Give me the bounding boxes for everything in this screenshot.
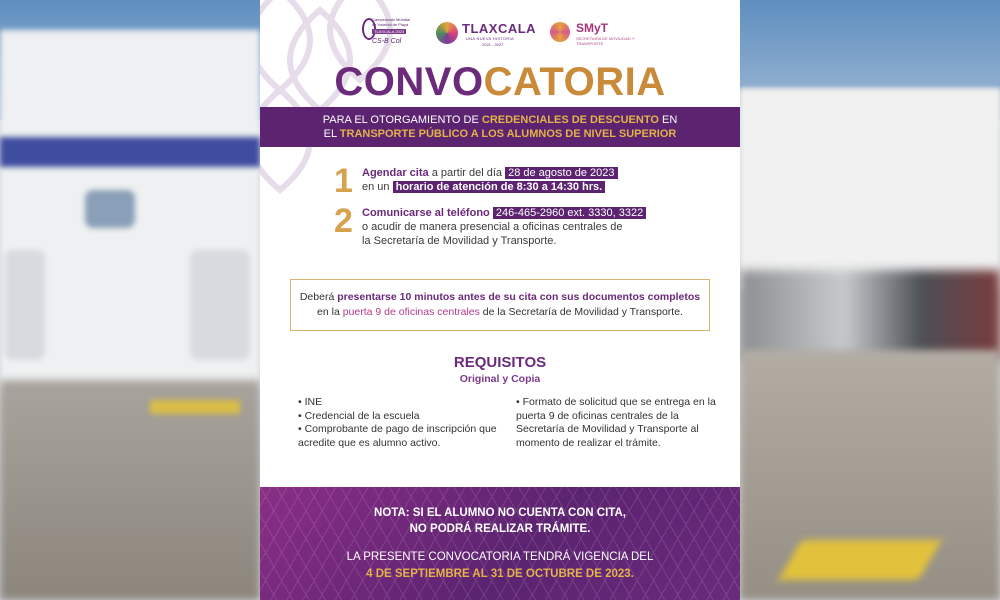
building-left bbox=[0, 30, 260, 390]
building-right bbox=[740, 90, 1000, 290]
requirements-subtitle: Original y Copia bbox=[459, 373, 541, 385]
step-2: 2 Comunicarse al teléfono 246-465-2960 ext. 3330, 3322 o acudir de manera presencial a oficinas centrales de la Secretaría de Movilidad y Transporte. bbox=[334, 206, 694, 248]
subtitle-band: PARA EL OTORGAMIENTO DE CREDENCIALES DE DESCUENTO EN EL TRANSPORTE PÚBLICO A LOS ALUMNOS DE NIVEL SUPERIOR bbox=[260, 107, 740, 147]
requirements-right-list bbox=[516, 396, 716, 450]
smyt-emblem-icon bbox=[550, 22, 570, 42]
footer-band bbox=[260, 487, 740, 600]
municipal-logo: Campeonato Mundial de Voleibol de Playa TLAXCALA 2023 CS-B Col bbox=[358, 16, 418, 50]
footer-validity-dates: 4 DE SEPTIEMBRE AL 31 DE OCTUBRE DE 2023. bbox=[366, 568, 634, 580]
tlaxcala-logo: TLAXCALA UNA NUEVA HISTORIA 2021 - 2027 bbox=[436, 20, 536, 48]
requirements-left-list bbox=[298, 396, 498, 450]
steps-list bbox=[334, 162, 694, 260]
convocatoria-poster bbox=[260, 0, 740, 600]
logo-row bbox=[260, 16, 740, 50]
list-item: • INE bbox=[298, 396, 323, 408]
footer-validity: LA PRESENTE CONVOCATORIA TENDRÁ VIGENCIA DEL bbox=[346, 551, 654, 563]
smyt-logo: SMyT SECRETARÍA DE MOVILIDAD Y TRANSPORTE bbox=[550, 19, 650, 49]
requirements-title: REQUISITOS bbox=[453, 354, 547, 371]
parked-cars bbox=[740, 270, 1000, 360]
list-item: • Formato de solicitud que se entrega en la puerta 9 de oficinas centrales de la Secretaría de Movilidad y Transporte al momento de realizar el trámite. bbox=[516, 396, 716, 449]
list-item: • Comprobante de pago de inscripción que acredite que es alumno activo. bbox=[298, 423, 497, 449]
tlaxcala-emblem-icon bbox=[436, 22, 458, 44]
poster-title: CONVOCATORIA bbox=[334, 60, 666, 104]
step-1: 1 Agendar cita a partir del día 28 de agosto de 2023 en un horario de atención de 8:30 a 14:30 hrs. bbox=[334, 166, 694, 194]
list-item: • Credencial de la escuela bbox=[298, 409, 420, 422]
footer-note: NOTA: SI EL ALUMNO NO CUENTA CON CITA, NO PODRÁ REALIZAR TRÁMITE. bbox=[374, 507, 626, 535]
notice-box: Deberá presentarse 10 minutos antes de su cita con sus documentos completos en la puerta 9 de oficinas centrales de la Secretaría de Movilidad y Transporte. bbox=[290, 279, 710, 331]
